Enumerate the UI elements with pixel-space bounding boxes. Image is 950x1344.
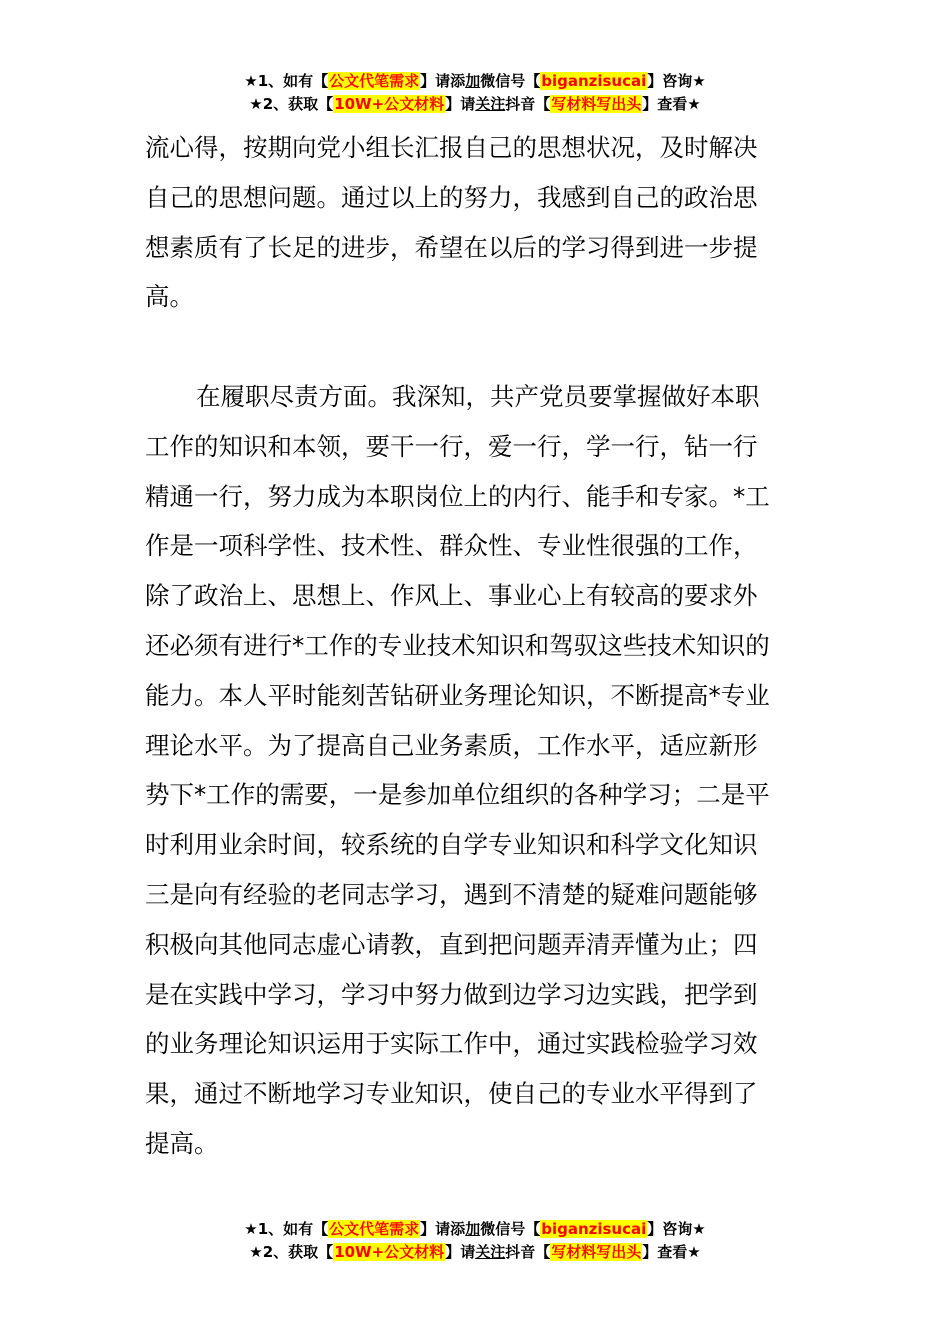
underlined-text: 加	[465, 72, 481, 90]
banner-text: 】查看★	[642, 95, 701, 113]
text-line: 果，通过不断地学习专业知识，使自己的专业水平得到了	[145, 1079, 758, 1109]
banner-line-1	[0, 70, 950, 93]
text-line: 是在实践中学习，学习中努力做到边学习边实践，把学到	[145, 979, 758, 1009]
banner-line-1	[0, 1218, 950, 1241]
text-line: 除了政治上、思想上、作风上、事业心上有较高的要求外	[145, 581, 758, 611]
text-line: 理论水平。为了提高自己业务素质，工作水平，适应新形	[145, 730, 758, 760]
text-line: 高。	[145, 282, 194, 312]
banner-text: 微信号【	[480, 1220, 541, 1238]
banner-text: 】咨询★	[647, 1220, 706, 1238]
text-line: 还必须有进行*工作的专业技术知识和驾驭这些技术知识的	[145, 630, 770, 660]
banner-text: ★1、如有【	[244, 72, 329, 90]
paragraph-duty	[145, 372, 810, 1169]
header-banner	[0, 70, 950, 116]
banner-text: 微信号【	[480, 72, 541, 90]
text-line: 提高。	[145, 1128, 219, 1158]
banner-text: 】请	[445, 95, 476, 113]
banner-text: 】咨询★	[647, 72, 706, 90]
paragraph-thought	[145, 123, 810, 322]
text-line: 时利用业余时间，较系统的自学专业知识和科学文化知识	[145, 830, 758, 860]
underlined-text: 关注	[475, 95, 506, 113]
banner-text: 】查看★	[642, 1243, 701, 1261]
text-line: 三是向有经验的老同志学习，遇到不清楚的疑难问题能够	[145, 879, 758, 909]
wechat-id: biganzisucai	[541, 1220, 647, 1238]
banner-text: 】请	[445, 1243, 476, 1261]
banner-text: 抖音【	[505, 1243, 551, 1261]
banner-line-2	[0, 1241, 950, 1264]
underlined-text: 关注	[475, 1243, 506, 1261]
banner-text: ★2、获取【	[249, 95, 334, 113]
highlight-text: 公文代笔需求	[329, 1220, 420, 1238]
text-line: 能力。本人平时能刻苦钻研业务理论知识，不断提高*专业	[145, 680, 770, 710]
douyin-id: 写材料写出头	[551, 1243, 642, 1261]
highlight-text: 10W+公文材料	[334, 1243, 445, 1261]
text-line: 作是一项科学性、技术性、群众性、专业性很强的工作，	[145, 531, 758, 561]
text-line: 流心得，按期向党小组长汇报自己的思想状况，及时解决	[145, 133, 758, 162]
banner-text: 抖音【	[505, 95, 551, 113]
banner-line-2	[0, 93, 950, 116]
banner-text: ★2、获取【	[249, 1243, 334, 1261]
text-line: 的业务理论知识运用于实际工作中，通过实践检验学习效	[145, 1029, 758, 1059]
footer-banner	[0, 1218, 950, 1264]
douyin-id: 写材料写出头	[551, 95, 642, 113]
text-line: 积极向其他同志虚心请教，直到把问题弄清弄懂为止；四	[145, 929, 758, 959]
body-text	[145, 123, 810, 1169]
text-line: 工作的知识和本领，要干一行，爱一行，学一行，钻一行	[145, 431, 758, 461]
banner-text: 】请添	[420, 1220, 466, 1238]
text-line: 势下*工作的需要，一是参加单位组织的各种学习；二是平	[145, 780, 770, 810]
banner-text: 】请添	[420, 72, 466, 90]
wechat-id: biganzisucai	[541, 72, 647, 90]
banner-text: ★1、如有【	[244, 1220, 329, 1238]
text-line: 精通一行，努力成为本职岗位上的内行、能手和专家。*工	[145, 481, 770, 511]
highlight-text: 10W+公文材料	[334, 95, 445, 113]
underlined-text: 加	[465, 1220, 481, 1238]
text-line: 在履职尽责方面。我深知，共产党员要掌握做好本职	[196, 381, 760, 411]
text-line: 想素质有了长足的进步，希望在以后的学习得到进一步提	[145, 232, 758, 262]
paragraph-gap	[145, 322, 810, 372]
text-line: 自己的思想问题。通过以上的努力，我感到自己的政治思	[145, 182, 758, 212]
highlight-text: 公文代笔需求	[329, 72, 420, 90]
